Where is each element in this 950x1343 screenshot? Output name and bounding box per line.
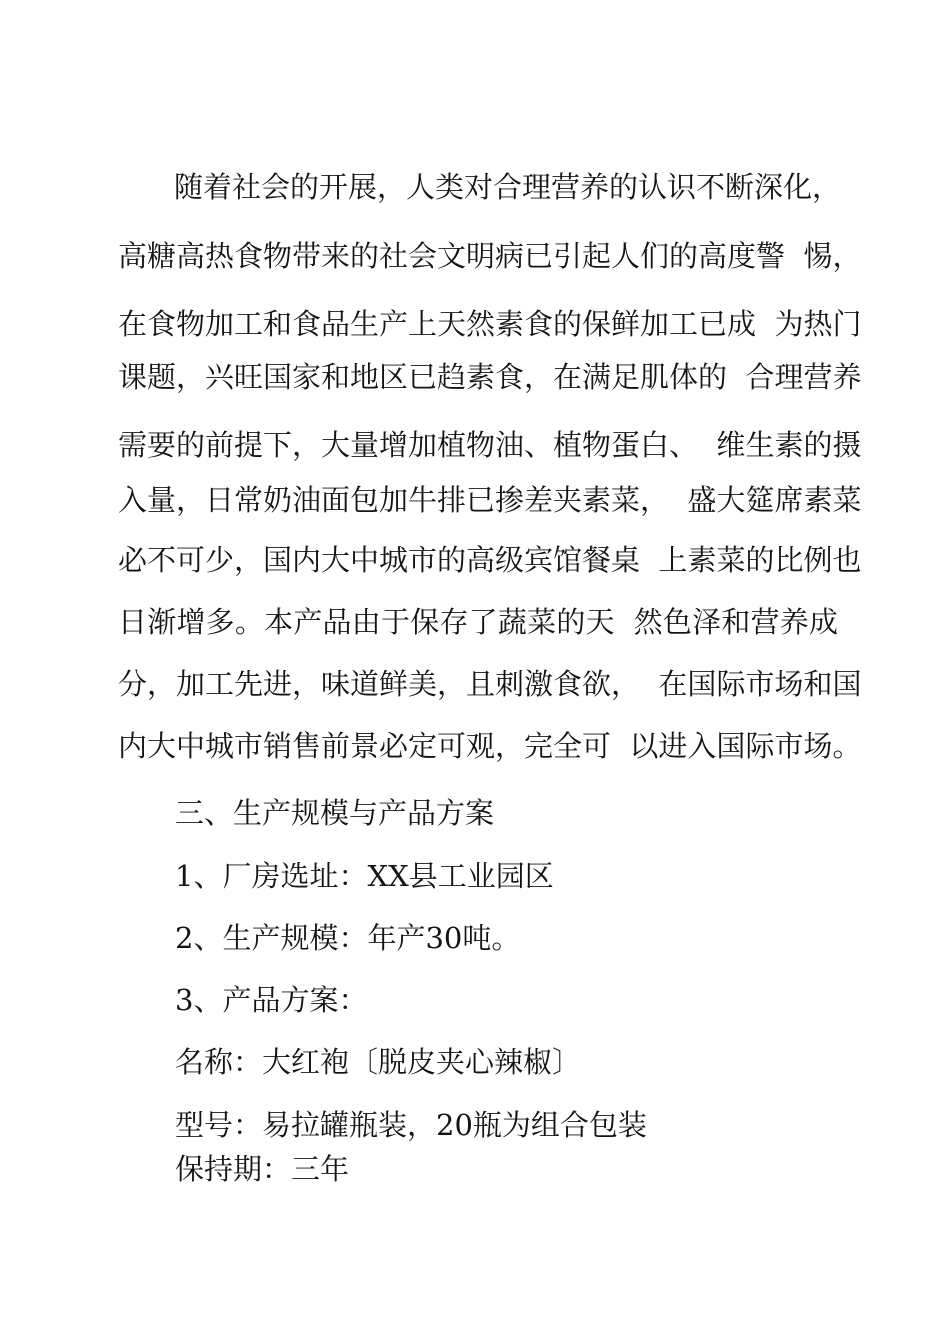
paragraph-line-2: 高糖高热食物带来的社会文明病已引起人们的高度警 惕， [118,239,862,273]
paragraph-line-7: 必不可少，国内大中城市的高级宾馆餐桌 上素菜的比例也 [118,543,862,577]
factory-site: 1、厂房选址：XX县工业园区 [175,859,554,893]
paragraph-line-1: 随着社会的开展，人类对合理营养的认识不断深化， [174,170,842,204]
paragraph-line-5: 需要的前提下，大量增加植物油、植物蛋白、 维生素的摄 [118,428,862,462]
shelf-life: 保持期：三年 [175,1152,350,1186]
paragraph-line-3: 在食物加工和食品生产上天然素食的保鲜加工已成 为热门 [118,307,862,341]
paragraph-line-10: 内大中城市销售前景必定可观，完全可 以进入国际市场。 [118,729,862,763]
section-heading: 三、生产规模与产品方案 [175,796,495,830]
paragraph-line-9: 分，加工先进，味道鲜美，且刺激食欲， 在国际市场和国 [118,667,862,701]
paragraph-line-6: 入量，日常奶油面包加牛排已掺差夹素菜， 盛大筵席素菜 [118,483,862,517]
paragraph-line-4: 课题，兴旺国家和地区已趋素食，在满足肌体的 合理营养 [118,360,862,394]
product-model: 型号：易拉罐瓶装，20瓶为组合包装 [175,1108,647,1142]
product-plan: 3、产品方案： [175,983,368,1017]
product-name: 名称：大红袍〔脱皮夹心辣椒〕 [175,1045,582,1079]
production-scale: 2、生产规模：年产30吨。 [175,921,521,955]
paragraph-line-8: 日渐增多。本产品由于保存了蔬菜的天 然色泽和营养成 [118,605,838,639]
